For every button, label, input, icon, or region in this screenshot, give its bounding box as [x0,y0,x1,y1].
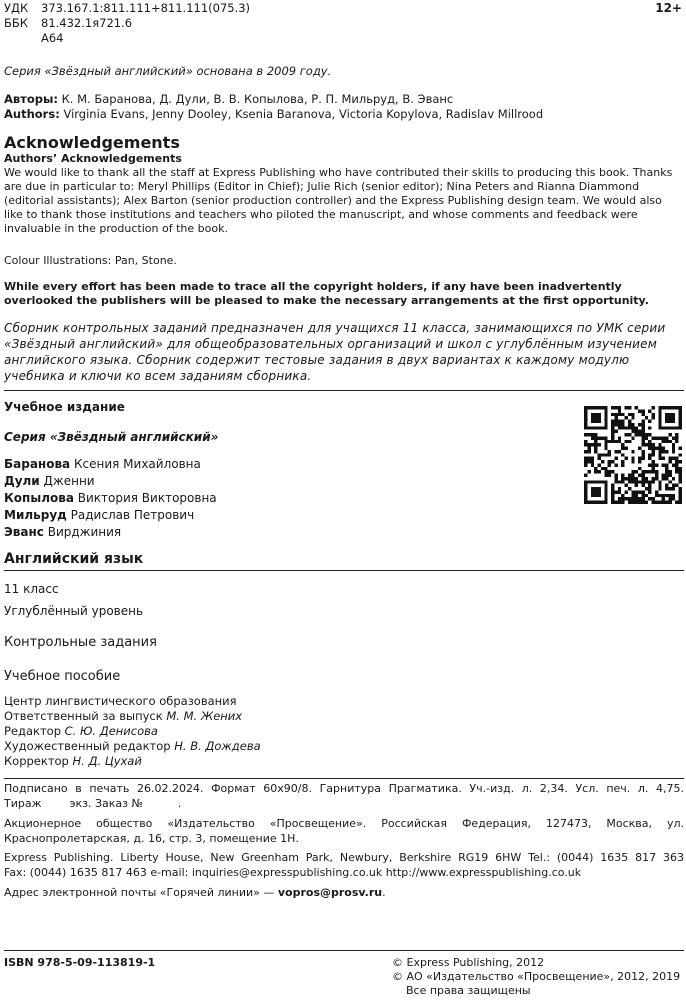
express-line-1: Express Publishing. Liberty House, New Greenham Park, Newbury, Berkshire RG19 6HW Tel.: (0044) 1635 817 363 [4,851,684,864]
surname: Дули [4,474,40,488]
print-info [4,778,684,811]
rights-line-3: Все права защищены [406,984,531,997]
list-item [4,524,217,541]
qr-code-icon [584,406,682,504]
given-name: Вирджиния [47,525,122,539]
print-line-2: Тираж экз. Заказ № . [4,797,182,810]
manual-type: Учебное пособие [4,669,121,684]
author-code: А64 [41,31,64,45]
staff-block [4,694,261,769]
email-address: vopros@prosv.ru [277,886,383,899]
person-name: Н. В. Дождева [174,739,261,753]
authors-list [4,456,217,541]
classification-block [4,1,250,46]
role-label: Корректор [4,754,69,768]
series-title: Серия «Звёздный английский» [4,430,219,444]
copyright-note: While every effort has been made to trace all the copyright holders, if any have been inadvertently overlooked the publishers will be pleased to make the necessary arrangements at the first opportunity. [4,280,649,307]
list-item [4,490,217,507]
express-publishing-address [4,850,684,880]
authors-ru-names: К. М. Баранова, Д. Дули, В. В. Копылова, Р. П. Мильруд, В. Эванс [61,92,454,106]
email-label: Адрес электронной почты «Горячей линии» — [4,886,275,899]
task-type: Контрольные задания [4,635,157,650]
udk-label: УДК [4,1,29,15]
staff-row [4,754,261,769]
subject-title: Английский язык [4,552,684,571]
rights-line-1: © Express Publishing, 2012 [392,956,545,969]
bbk-value: 81.432.1я721.6 [41,16,133,30]
isbn: ISBN 978-5-09-113819-1 [4,956,156,969]
person-name: Н. Д. Цухай [72,754,142,768]
colour-illustrations: Colour Illustrations: Pan, Stone. [4,254,177,267]
email-end: . [382,886,386,899]
role-label: Художественный редактор [4,739,171,753]
book-summary: Сборник контрольных заданий предназначен для учащихся 11 класса, занимающихся по УМК серии «Звёздный английский» для общеобразовательных организаций и школ с углублённым изучением английского языка. Сборник содержит тестовые задания в двух вариантах к каждому модулю учебника и ключи ко всем заданиям сборника. [4,320,684,391]
center-name: Центр лингвистического образования [4,694,237,708]
person-name: С. Ю. Денисова [64,724,158,738]
acknowledgements-title: Acknowledgements [4,133,180,152]
series-note: Серия «Звёздный английский» основана в 2009 году. [4,64,332,78]
divider [4,950,684,951]
given-name: Ксения Михайловна [74,457,201,471]
hotline-email [4,886,386,900]
given-name: Виктория Викторовна [77,491,217,505]
surname: Баранова [4,457,71,471]
bbk-label: ББК [4,16,28,30]
rights-line-2: © АО «Издательство «Просвещение», 2012, 2019 [392,970,681,983]
surname: Мильруд [4,508,67,522]
person-name: М. М. Жених [166,709,243,723]
rights-block [392,956,680,998]
staff-row [4,739,261,754]
list-item [4,456,217,473]
given-name: Радислав Петрович [70,508,195,522]
role-label: Редактор [4,724,61,738]
publisher-address: Акционерное общество «Издательство «Просвещение». Российская Федерация, 127473, Москва, ул. Краснопролетарская, д. 16, стр. 3, помещение 1Н. [4,817,684,845]
edition-type: Учебное издание [4,400,125,414]
acknowledgements-subtitle: Authors’ Acknowledgements [4,152,182,165]
surname: Копылова [4,491,74,505]
age-rating: 12+ [655,1,682,15]
authors-en-names: Virginia Evans, Jenny Dooley, Ksenia Baranova, Victoria Kopylova, Radislav Millrood [63,107,544,121]
acknowledgements-body: We would like to thank all the staff at Express Publishing who have contributed their skills to producing this book. Thanks are due in particular to: Meryl Phillips (Editor in Chief); Julie Rich (senior editor); Nina Peters and Rianna Diammond (editorial assistants); Alex Barton (senior production controller) and the Express Publishing design team. We would also like to thank those institutions and teachers who piloted the manuscript, and whose comments and feedback were invaluable in the production of the book. [4,166,673,235]
udk-value: 373.167.1:811.111+811.111(075.3) [41,1,251,15]
surname: Эванс [4,525,44,539]
list-item [4,473,217,490]
given-name: Дженни [43,474,95,488]
role-label: Ответственный за выпуск [4,709,163,723]
authors-ru-label: Авторы: [4,92,58,106]
grade: 11 класс [4,582,59,596]
staff-row [4,724,261,739]
print-line-1: Подписано в печать 26.02.2024. Формат 60х90/8. Гарнитура Прагматика. Уч.-изд. л. 2,34. Усл. печ. л. 4,75. [4,782,684,795]
express-line-2: Fax: (0044) 1635 817 463 e-mail: inquiries@expresspublishing.co.uk http://www.expresspublishing.co.uk [4,866,582,879]
staff-row [4,709,261,724]
list-item [4,507,217,524]
authors-block [4,92,543,122]
level: Углублённый уровень [4,604,144,618]
authors-en-label: Authors: [4,107,60,121]
